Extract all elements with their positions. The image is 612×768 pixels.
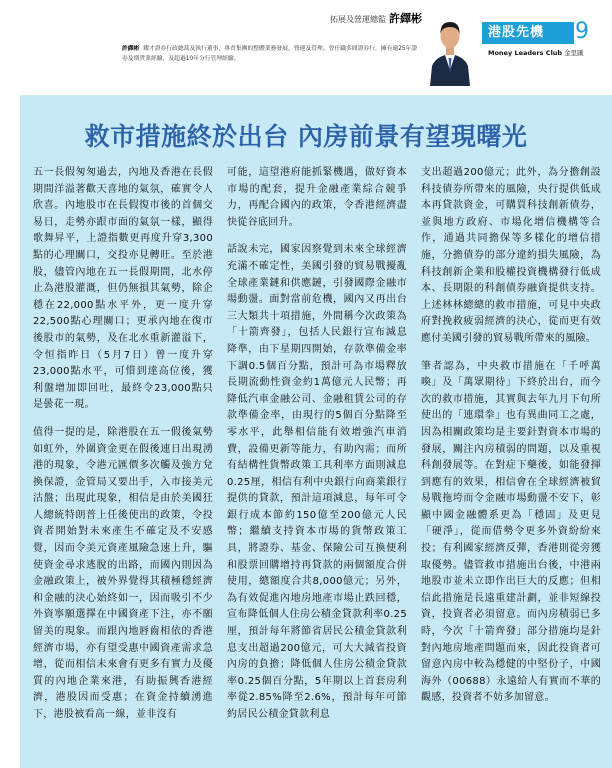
author-byline: [330, 10, 422, 26]
brand-label: [488, 48, 584, 57]
author-title: 拓展及營運總監: [330, 15, 386, 24]
page-number: 9: [575, 19, 589, 44]
text-column-2: [227, 165, 407, 735]
paragraph: 筆者認為，中央救市措施在「千呼萬喚」及「萬眾期待」下終於出台，而今次的救市措施，其實與去年九月下旬所使出的「連環拳」也有異曲同工之處，因為相關政策均是主要針對資本市場的發展，關注內房積弱的問題，以及重視科創發展等。在對症下藥後，如能發揮到應有的效果，相信會在全球經濟被貿易戰拖垮而令金融市場動盪不安下，彰顯中國金融體系更為「穩固」及更見「硬淨」，從而借勢令更多外資紛紛來投；有利國家經濟反彈，香港則從旁獲取優勢。儘管救市措施出台後，中港兩地股市並未立即作出巨大的反應；但相信此措施是長遠重建計劃，並非短線投資，投資者必須留意。而內房積弱已多時，今次「十箭齊發」部分措施均是針對內地房地產問題而來，因此投資者可留意內房中較為穩健的中堅份子，中國海外（00688）永遠給人有實而不華的觀感，投資者不妨多加留意。: [421, 360, 601, 704]
author-photo: [428, 8, 472, 86]
article-headline: 救市措施終於出台 內房前景有望現曙光: [84, 122, 528, 151]
bio-name: 許繹彬: [122, 46, 140, 52]
paragraph: 話說未完，國家因察覺到未來全球經濟充滿不確定性，美國引發的貿易戰擾亂全球產業鏈和供應鏈，引發國際金融市場動盪。面對當前危機，國內又再出台三大類共十項措施，外間稱今次政策為「十箭齊發」，包括人民銀行宣布減息降準，由下星期四開始，存款準備金率下調0.5個百分點，預計可為市場釋放長期流動性資金約1萬億元人民幣；再降低汽車金融公司、金融租賃公司的存款準備金率，由現行的5個百分點降至零水平，此舉相信能有效增強汽車消費，設備更新等能力，有助內需；而所有結構性貨幣政策工具利率方面則減息0.25厘，相信有利中央銀行向商業銀行提供的貸款，預計這項減息，每年可令銀行成本節約150億至200億元人民幣；繼續支持資本市場的貨幣政策工具，將證券、基金、保險公司互換便利和股票回購增持再貸款的兩個額度合併使用，總額度合共8,000億元；另外，為有效促進內地房地產市場止跌回穩，宣布降低個人住房公積金貸款利率0.25厘，預計每年將節省居民公積金貸款利息支出超過200億元，可大大減省投資內房的負擔；降低個人住房公積金貸款率0.25個百分點，5年期以上首套房利率從2.85%降至2.6%，預計每年可節約居民公積金貸款利息: [227, 244, 407, 720]
page-header: [0, 0, 612, 92]
bio-text: 耀才證券行政總裁及執行董事，專責集團的整體業務發展、營運及管理。曾任職多間證券行，擁有逾25年證券及期貨業經驗，及超過10年分行管理經驗。: [122, 46, 418, 62]
paragraph: 可能，這望港府能抓緊機遇，做好資本市場的配套，提升金融產業綜合競爭力，再配合國內的政策，令香港經濟盡快從谷底回升。: [227, 167, 407, 228]
article-body: [33, 165, 601, 768]
article-panel: [20, 95, 612, 768]
brand-english: Money Leaders Club: [488, 49, 563, 57]
text-column-1: [33, 165, 213, 735]
text-column-3: [421, 165, 601, 718]
column-name-badge: 港股先機: [482, 22, 574, 44]
author-name: 許繹彬: [389, 12, 422, 25]
paragraph: 支出超過200億元；此外，為分擔創設科技債券所帶來的風險，央行提供低成本再貸款資金，可購買科技創新債券，並與地方政府、市場化增信機構等合作，通過共同擔保等多樣化的增信措施，分擔債券的部分違約損失風險，為科技創新企業和股權投資機構發行低成本、長期限的科創債券融資提供支持。上述林林總總的救市措施，可見中央政府對挽救疲弱經濟的決心，從而更有效應付美國引發的貿易戰所帶來的風險。: [421, 167, 601, 344]
paragraph: 值得一提的是，除港股在五一假後氣勢如虹外，外圍資金更在假後連日出現湧港的現象，令港元匯價多次觸及強方兌換保證，金管局又要出手，入市接美元沽盤；出現此現象，相信是由於美國狂人總統特朗普上任後使出的政策，令投資者開始對未來產生不確定及不安感覺，因而令美元資產風險急速上升，驅使資金尋求逃脫的出路，而國內則因為金融政策上，被外界覺得其積極穩經濟和金融的決心始終如一，因而吸引不少外資寧願選擇在中國資產下注，亦不願留美的現象。而跟內地唇齒相依的香港經濟市場，亦有望受惠中國資產需求急增，從而相信未來會有更多有實力及優質的內地企業來港，有助振興香港經濟，港股因而受惠；在資金持續湧進下，港股被看高一線，並非沒有: [33, 426, 213, 720]
brand-chinese: 金里匯: [564, 49, 584, 57]
paragraph: 五一長假匆匆過去，內地及香港在長假期間洋溢著歡天喜地的氣氛，確實令人欣喜。內地股市在長假復市後的首個交易日，走勢亦跟市面的氣氛一樣，顯得歌舞昇平，上證指數更再度升穿3,300點的心理關口，交投亦見轉旺。至於港股，儘管內地在五一長假期間，北水停止為港股灌溉，但仍無損其氣勢，除企穩在22,000點水平外，更一度升穿22,500點心理關口；更承內地在復市後股市的氣勢，及在北水重新灌溢下，令恒指昨日（5月7日）曾一度升穿23,000點水平，可惜到達高位後，獲利盤增加即回吐，最終令23,000點只是曇花一現。: [33, 167, 213, 411]
author-bio: [122, 44, 422, 64]
